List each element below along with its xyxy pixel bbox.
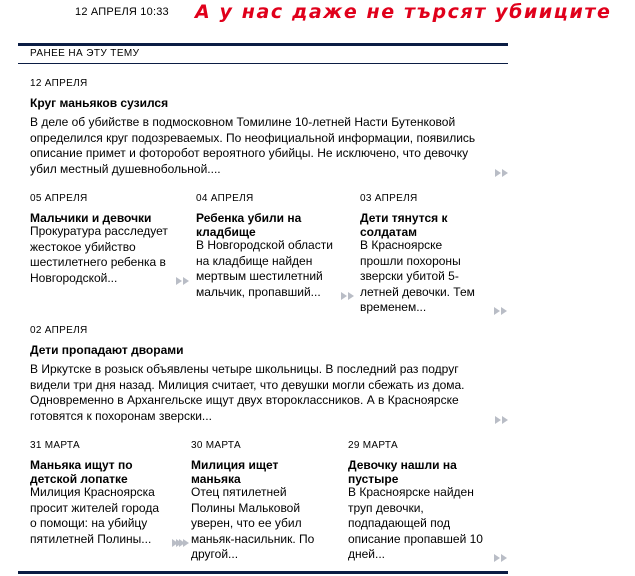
article-title-link[interactable] [348,458,457,486]
article-date: 29 МАРТА [348,440,398,451]
article-summary [360,238,500,316]
article-summary [30,362,510,424]
summary-line: В Иркутске в розыск объявлены четыре школьницы. В последний раз подруг [30,362,459,376]
summary-line: Отец пятилетней [191,485,287,499]
summary-line: труп девочки, [348,500,424,515]
article-title-link[interactable]: Дети пропадают дворами [30,343,184,357]
article-date: 12 АПРЕЛЯ [30,78,88,89]
summary-line: жестокое убийство [30,239,136,254]
more-arrow-icon[interactable] [494,302,508,311]
summary-line: В Красноярске [360,238,443,252]
summary-line: о помощи: на убийцу [30,516,148,530]
article-summary [191,485,341,563]
summary-line: видели три дня назад. Милиция считает, что девушки могли сбежать из дома. [30,377,465,392]
summary-line: прошли похороны [360,253,461,268]
article-summary [30,115,510,177]
title-line: солдатам [360,225,418,239]
summary-line: маньяк-насильник. По [191,531,315,546]
top-divider [18,43,508,46]
more-arrow-icon[interactable] [176,534,190,543]
article-summary [30,224,180,286]
summary-line: Прокуратура расследует [30,224,168,238]
title-line: маньяка [191,472,241,486]
summary-line: мальчик, пропавший... [196,284,321,299]
title-line: Ребенка убили на [196,211,302,225]
article-title-link[interactable] [30,458,133,486]
summary-line: мертвым шестилетний [196,269,323,283]
summary-line: подпадающей под [348,516,451,530]
summary-line: В Новгородской области [196,238,333,252]
article-title-link[interactable]: Круг маньяков сузился [30,96,169,110]
article-title-link[interactable] [191,458,278,486]
more-arrow-icon[interactable] [341,287,355,296]
title-line: Милиция ищет [191,458,279,472]
bottom-divider [18,571,508,574]
article-summary [196,238,346,300]
title-line: кладбище [196,225,256,239]
summary-line: убил местный душевнобольной.... [30,161,221,176]
summary-line: Полины Мальковой [191,500,301,515]
summary-line: определился круг подозреваемых. По неофициальной информации, появились [30,130,476,145]
summary-line: шестилетнего ребенка в [30,255,166,269]
title-line: пустыре [348,472,399,486]
article-date: 04 АПРЕЛЯ [196,193,254,204]
section-divider [18,63,508,64]
article-title-link[interactable] [196,211,301,239]
article-date: 30 МАРТА [191,440,241,451]
summary-line: Милиция Красноярска [30,485,155,499]
summary-line: Одновременно в Архангельске ищут двух второклассников. А в Красноярске [30,393,459,407]
summary-line: уверен, что ее убил [191,516,302,530]
article-date: 03 АПРЕЛЯ [360,193,418,204]
more-arrow-icon[interactable] [494,549,508,558]
article-date: 05 АПРЕЛЯ [30,193,88,204]
title-line: Дети тянутся к [360,211,448,225]
summary-line: летней девочки. Тем [360,284,475,299]
title-line: Маньяка ищут по [30,458,133,472]
article-title-link[interactable] [30,211,151,225]
summary-line: другой... [191,547,239,561]
article-summary [30,485,180,547]
summary-line: описание примет и фоторобот вероятного убийцы. Не исключено, что девочку [30,146,469,160]
summary-line: В деле об убийстве в подмосковном Томилине 10-летней Насти Бутенковой [30,115,456,129]
overlay-caption: А у нас даже не търсят убииците [195,1,612,23]
summary-line: Новгородской... [30,270,118,285]
summary-line: зверски убитой 5- [360,269,459,283]
article-summary [348,485,498,563]
title-line: Девочку нашли на [348,458,457,472]
more-arrow-icon[interactable] [495,411,509,420]
title-line: Мальчики и девочки [30,211,152,225]
timestamp: 12 АПРЕЛЯ 10:33 [75,6,169,18]
more-arrow-icon[interactable] [495,164,509,173]
summary-line: на кладбище найден [196,253,313,268]
summary-line: готовятся к похоронам зверски... [30,408,212,423]
summary-line: просит жителей города [30,500,160,515]
more-arrow-icon[interactable] [176,272,190,281]
summary-line: описание пропавшей 10 [348,531,483,546]
article-title-link[interactable] [360,211,447,239]
title-line: детской лопатке [30,472,128,486]
section-heading: РАНЕЕ НА ЭТУ ТЕМУ [30,48,140,59]
article-date: 02 АПРЕЛЯ [30,325,88,336]
summary-line: пятилетней Полины... [30,531,152,546]
summary-line: дней... [348,547,386,561]
article-date: 31 МАРТА [30,440,80,451]
summary-line: временем... [360,300,427,314]
summary-line: В Красноярске найден [348,485,474,499]
